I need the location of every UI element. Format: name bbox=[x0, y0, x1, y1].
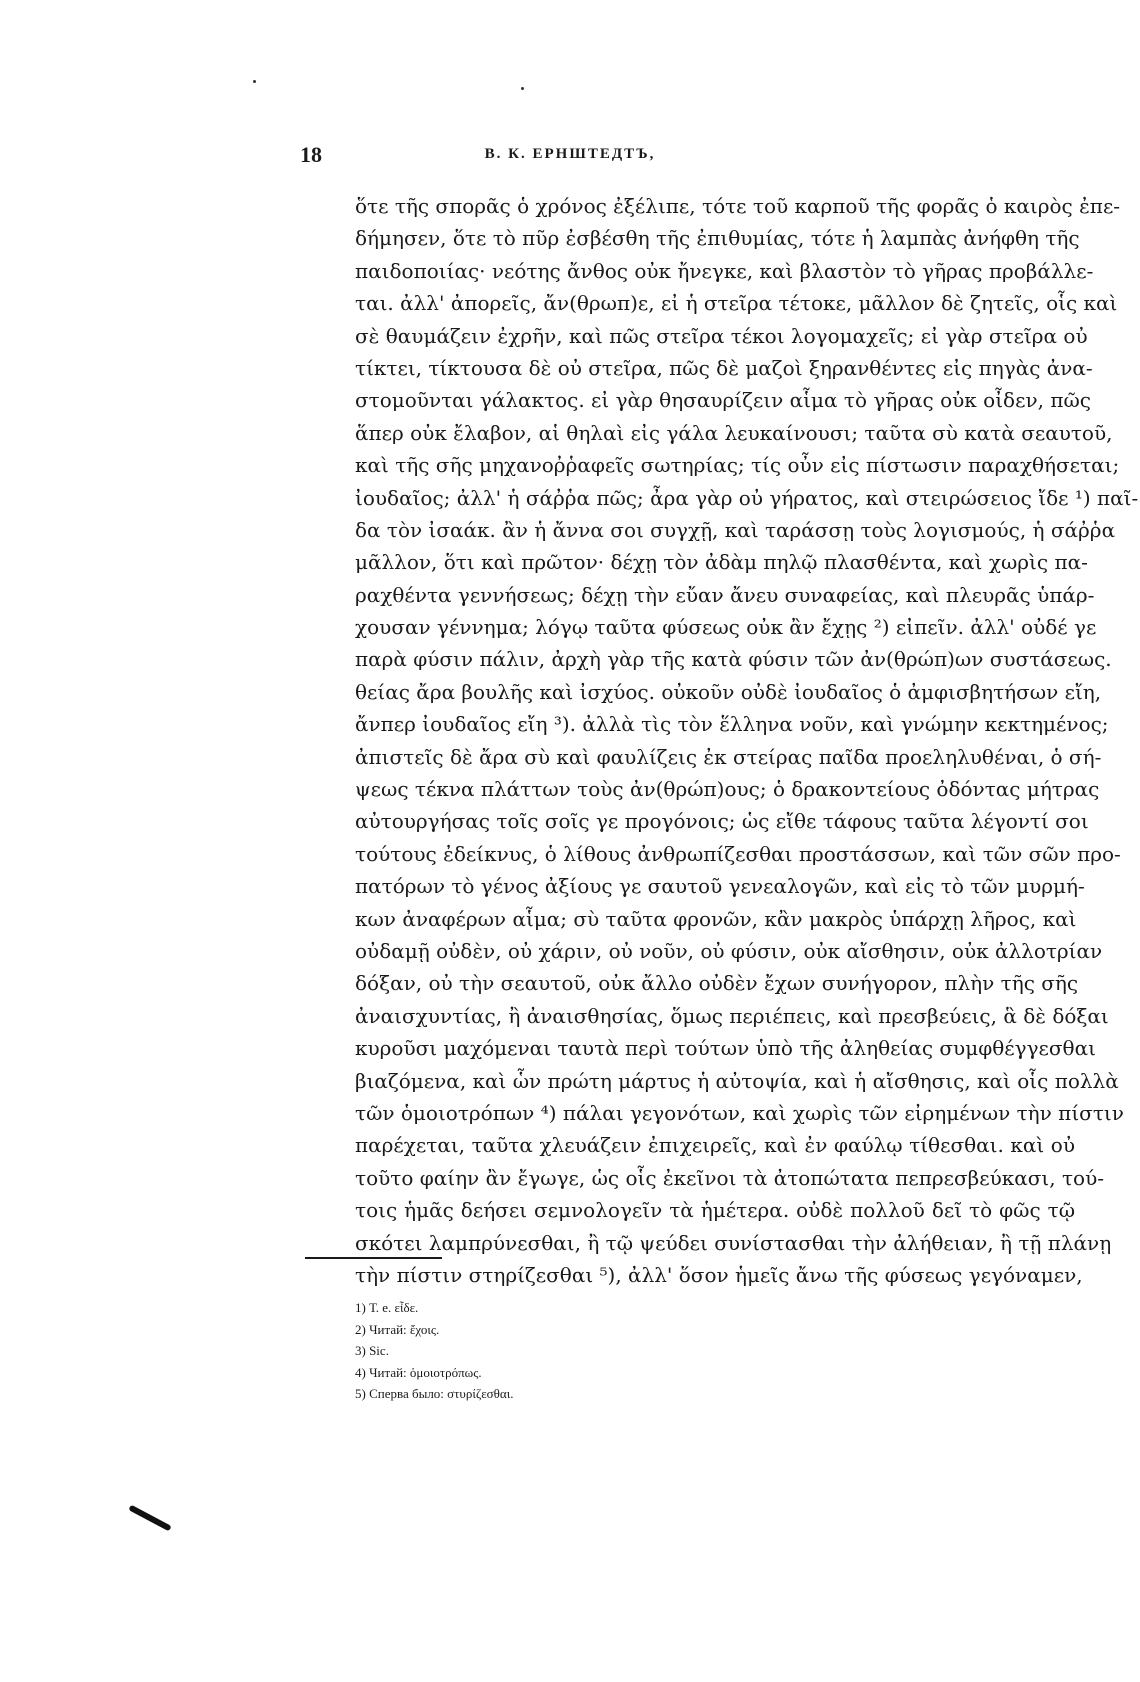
text-line: παιδοποιίας· νεότης ἄνθος οὐκ ἤνεγκε, καὶ βλαστὸν τὸ γῆρας προβάλλε- bbox=[355, 258, 1094, 283]
text-line: τοῦτο φαίην ἂν ἔγωγε, ὡς οἷς ἐκεῖνοι τὰ ἀτοπώτατα πεπρεσβεύκασι, τού- bbox=[355, 1165, 1104, 1190]
footnote: 1) Т. е. εἶδε. bbox=[355, 1300, 419, 1315]
footnote: 3) Sic. bbox=[355, 1343, 389, 1358]
text-line: ὅτε τῆς σπορᾶς ὁ χρόνος ἐξέλιπε, τότε τοῦ καρποῦ τῆς φορᾶς ὁ καιρὸς ἐπε- bbox=[355, 194, 1121, 218]
text-line: τῶν ὁμοιοτρόπων ⁴) πάλαι γεγονότων, καὶ χωρὶς τῶν εἰρημένων τὴν πίστιν bbox=[355, 1100, 1124, 1125]
text-line: βιαζόμενα, καὶ ὧν πρώτη μάρτυς ἡ αὐτοψία, καὶ ἡ αἴσθησις, καὶ οἷς πολλὰ bbox=[355, 1068, 1119, 1093]
text-line: τίκτει, τίκτουσα δὲ οὐ στεῖρα, πῶς δὲ μαζοὶ ξηρανθέντες εἰς πηγὰς ἀνα- bbox=[355, 355, 1093, 380]
text-line: ἅπερ οὐκ ἔλαβον, αἱ θηλαὶ εἰς γάλα λευκαίνουσι; ταῦτα σὺ κατὰ σεαυτοῦ, bbox=[355, 420, 1113, 445]
text-line: καὶ τῆς σῆς μηχανοῤῥαφεῖς σωτηρίας; τίς οὖν εἰς πίστωσιν παραχθήσεται; bbox=[355, 453, 1120, 478]
ink-mark bbox=[128, 1505, 171, 1532]
text-line: τούτους ἐδείκνυς, ὁ λίθους ἀνθρωπίζεσθαι προστάσσων, καὶ τῶν σῶν προ- bbox=[355, 841, 1121, 866]
text-line: τὴν πίστιν στηρίζεσθαι ⁵), ἀλλ' ὅσον ἡμεῖς ἄνω τῆς φύσεως γεγόναμεν, bbox=[355, 1262, 1083, 1287]
footnote: 5) Сперва было: στυρίζεσθαι. bbox=[355, 1386, 514, 1401]
text-line: στομοῦνται γάλακτος. εἰ γὰρ θησαυρίζειν αἷμα τὸ γῆρας οὐκ οἶδεν, πῶς bbox=[355, 388, 1091, 413]
text-line: ἀπιστεῖς δὲ ἄρα σὺ καὶ φαυλίζεις ἐκ στείρας παῖδα προεληλυθέναι, ὁ σή- bbox=[355, 744, 1102, 769]
footnote: 4) Читай: ὁμοιοτρόπως. bbox=[355, 1364, 482, 1380]
text-line: παρὰ φύσιν πάλιν, ἀρχὴ γὰρ τῆς κατὰ φύσιν τῶν ἀν(θρώπ)ων συστάσεως. bbox=[355, 647, 1112, 672]
footnote: 2) Читай: ἔχοις. bbox=[355, 1321, 440, 1337]
text-line: ραχθέντα γεννήσεως; δέχῃ τὴν εὔαν ἄνευ συναφείας, καὶ πλευρᾶς ὑπάρ- bbox=[355, 582, 1095, 607]
text-line: ἄνπερ ἰουδαῖος εἴη ³). ἀλλὰ τὶς τὸν ἕλληνα νοῦν, καὶ γνώμην κεκτημένος; bbox=[355, 712, 1109, 737]
text-line: δα τὸν ἰσαάκ. ἂν ἡ ἄννα σοι συγχῇ, καὶ ταράσσῃ τοὺς λογισμούς, ἡ σάῤῥα bbox=[355, 517, 1116, 542]
text-line: ψεως τέκνα πλάττων τοὺς ἀν(θρώπ)ους; ὁ δρακοντείους ὀδόντας μήτρας bbox=[355, 777, 1100, 802]
running-head: В. К. ЕРНШТЕДТЪ, bbox=[484, 146, 656, 162]
text-line: ἰουδαῖος; ἀλλ' ἡ σάῤῥα πῶς; ἆρα γὰρ οὐ γήρατος, καὶ στειρώσειος ἴδε ¹) παῖ- bbox=[355, 485, 1139, 510]
print-speck bbox=[521, 87, 524, 90]
text-line: ἀναισχυντίας, ἢ ἀναισθησίας, ὅμως περιέπεις, καὶ πρεσβεύεις, ἃ δὲ δόξαι bbox=[355, 1003, 1109, 1028]
print-speck bbox=[253, 80, 256, 83]
text-line: παρέχεται, ταῦτα χλευάζειν ἐπιχειρεῖς, καὶ ἐν φαύλῳ τίθεσθαι. καὶ οὐ bbox=[355, 1133, 1075, 1158]
footnote-rule bbox=[305, 1257, 442, 1259]
footnotes bbox=[355, 1297, 513, 1405]
text-line: μᾶλλον, ὅτι καὶ πρῶτον· δέχῃ τὸν ἀδὰμ πηλῷ πλασθέντα, καὶ χωρὶς πα- bbox=[355, 550, 1088, 575]
text-line: δήμησεν, ὅτε τὸ πῦρ ἐσβέσθη τῆς ἐπιθυμίας, τότε ἡ λαμπὰς ἀνήφθη τῆς bbox=[355, 226, 1080, 251]
text-line: οὐδαμῇ οὐδὲν, οὐ χάριν, οὐ νοῦν, οὐ φύσιν, οὐκ αἴσθησιν, οὐκ ἀλλοτρίαν bbox=[355, 938, 1103, 963]
text-line: σὲ θαυμάζειν ἐχρῆν, καὶ πῶς στεῖρα τέκοι λογομαχεῖς; εἰ γὰρ στεῖρα οὐ bbox=[355, 323, 1088, 348]
body-text bbox=[355, 190, 1139, 1291]
text-line: δόξαν, οὐ τὴν σεαυτοῦ, οὐκ ἄλλο οὐδὲν ἔχων συνήγορον, πλὴν τῆς σῆς bbox=[355, 971, 1079, 996]
text-line: θείας ἄρα βουλῆς καὶ ἰσχύος. οὐκοῦν οὐδὲ ἰουδαῖος ὁ ἀμφισβητήσων εἴη, bbox=[355, 679, 1102, 704]
text-line: τοις ἡμᾶς δεήσει σεμνολογεῖν τὰ ἡμέτερα. οὐδὲ πολλοῦ δεῖ τὸ φῶς τῷ bbox=[355, 1198, 1075, 1223]
text-line: χουσαν γέννημα; λόγῳ ταῦτα φύσεως οὐκ ἂν ἔχῃς ²) εἰπεῖν. ἀλλ' οὐδέ γε bbox=[355, 615, 1097, 640]
text-line: πατόρων τὸ γένος ἀξίους γε σαυτοῦ γενεαλογῶν, καὶ εἰς τὸ τῶν μυρμή- bbox=[355, 874, 1085, 899]
text-line: αὐτουργήσας τοῖς σοῖς γε προγόνοις; ὡς εἴθε τάφους ταῦτα λέγοντί σοι bbox=[355, 809, 1089, 834]
text-line: σκότει λαμπρύνεσθαι, ἢ τῷ ψεύδει συνίστασθαι τὴν ἀλήθειαν, ἢ τῇ πλάνῃ bbox=[355, 1230, 1112, 1255]
text-line: κων ἀναφέρων αἷμα; σὺ ταῦτα φρονῶν, κἂν μακρὸς ὑπάρχῃ λῆρος, καὶ bbox=[355, 906, 1077, 931]
page-number: 18 bbox=[300, 142, 322, 167]
text-line: κυροῦσι μαχόμεναι ταυτὰ περὶ τούτων ὑπὸ τῆς ἀληθείας συμφθέγγεσθαι bbox=[355, 1036, 1096, 1061]
text-line: ται. ἀλλ' ἀπορεῖς, ἄν(θρωπ)ε, εἰ ἡ στεῖρα τέτοκε, μᾶλλον δὲ ζητεῖς, οἷς καὶ bbox=[355, 291, 1118, 316]
